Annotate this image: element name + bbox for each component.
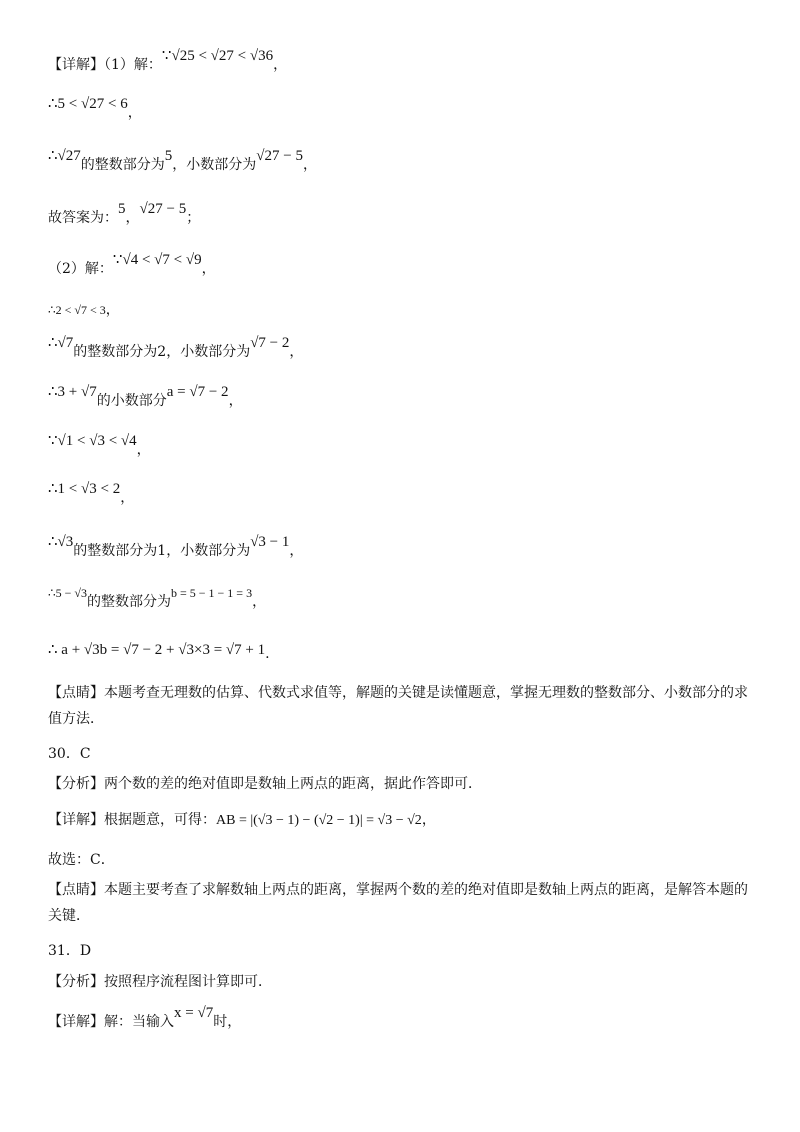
punctuation: ， bbox=[252, 594, 267, 610]
math-expression: x = √7 bbox=[174, 1005, 214, 1021]
punctuation: ； bbox=[186, 210, 201, 226]
math-expression: b = 5 − 1 − 1 = 3 bbox=[171, 586, 253, 600]
q30-analysis: 【分析】两个数的差的绝对值即是数轴上两点的距离，据此作答即可． bbox=[48, 776, 482, 792]
math-expression: ∵√25 < √27 < √36 bbox=[161, 48, 274, 64]
detail-label: 【详解】（1）解： bbox=[48, 57, 162, 73]
line-7 bbox=[48, 335, 304, 362]
punctuation: ， bbox=[120, 490, 135, 506]
line-4 bbox=[48, 201, 201, 228]
math-expression: 5 bbox=[164, 148, 173, 164]
text: 的整数部分为1，小数部分为 bbox=[73, 543, 251, 559]
q31-detail bbox=[48, 1005, 242, 1032]
text: 的整数部分为2，小数部分为 bbox=[73, 344, 251, 360]
line-11 bbox=[48, 534, 304, 561]
line-6 bbox=[48, 300, 120, 320]
punctuation: ， bbox=[201, 261, 216, 277]
math-expression: ∴√7 bbox=[48, 335, 74, 351]
punctuation: ， bbox=[105, 302, 120, 318]
punctuation: ， bbox=[289, 543, 304, 559]
detail-label: 【详解】解：当输入 bbox=[48, 1014, 174, 1030]
math-expression: ∴5 < √27 < 6 bbox=[48, 96, 128, 112]
math-expression: √3 − 1 bbox=[250, 534, 290, 550]
comment-text: 【点睛】本题考查无理数的估算、代数式求值等，解题的关键是读懂题意，掌握无理数的整数部分、小数部分的求值方法． bbox=[48, 685, 748, 727]
detail-label: （2）解： bbox=[48, 261, 113, 277]
punctuation: ， bbox=[289, 344, 304, 360]
math-expression: ∴√3 bbox=[48, 534, 74, 550]
q30-comment: 【点睛】本题主要考查了求解数轴上两点的距离，掌握两个数的差的绝对值即是数轴上两点的距离，是解答本题的关键． bbox=[48, 882, 748, 924]
math-expression: ∴3 + √7 bbox=[48, 384, 97, 400]
punctuation: ， bbox=[136, 442, 151, 458]
punctuation: ， bbox=[421, 812, 436, 828]
detail-label: 【详解】根据题意，可得： bbox=[48, 812, 216, 828]
line-12 bbox=[48, 586, 267, 612]
text: 的小数部分 bbox=[96, 393, 167, 409]
line-3 bbox=[48, 148, 317, 175]
math-expression: AB = |(√3 − 1) − (√2 − 1)| = √3 − √2 bbox=[216, 813, 422, 828]
math-expression: 5 bbox=[118, 201, 126, 217]
math-expression: √7 − 2 bbox=[250, 335, 290, 351]
math-expression: ∵√1 < √3 < √4 bbox=[48, 433, 137, 449]
punctuation: ， bbox=[302, 157, 317, 173]
punctuation: ， bbox=[228, 393, 243, 409]
punctuation: ， bbox=[273, 57, 288, 73]
punctuation: 时， bbox=[213, 1014, 242, 1030]
comment-paragraph bbox=[48, 680, 752, 732]
math-expression: √27 − 5 bbox=[256, 148, 303, 164]
q31-analysis: 【分析】按照程序流程图计算即可． bbox=[48, 974, 272, 990]
line-10 bbox=[48, 481, 135, 508]
punctuation: . bbox=[265, 646, 270, 662]
line-8 bbox=[48, 384, 243, 411]
math-expression: a = √7 − 2 bbox=[166, 384, 229, 400]
q31-number: 31．D bbox=[48, 943, 92, 959]
punctuation: ， bbox=[125, 210, 140, 226]
text: 的整数部分为 bbox=[80, 157, 165, 173]
math-expression: ∴5 − √3 bbox=[48, 586, 87, 600]
line-2 bbox=[48, 96, 142, 123]
text: 故答案为： bbox=[48, 210, 118, 226]
math-expression: √27 − 5 bbox=[139, 201, 187, 217]
q30-choice: 故选：C． bbox=[48, 852, 115, 868]
q30-number: 30．C bbox=[48, 746, 91, 762]
line-5 bbox=[48, 252, 216, 279]
punctuation: ， bbox=[127, 105, 142, 121]
line-1 bbox=[48, 48, 288, 75]
math-expression: ∴√27 bbox=[48, 148, 81, 164]
math-expression: ∴2 < √7 < 3 bbox=[48, 303, 106, 317]
line-9 bbox=[48, 433, 151, 460]
math-expression: ∴1 < √3 < 2 bbox=[48, 481, 121, 497]
text: 的整数部分为 bbox=[87, 594, 171, 610]
line-13 bbox=[48, 640, 270, 660]
math-expression: ∴ a + √3b = √7 − 2 + √3×3 = √7 + 1 bbox=[48, 642, 266, 658]
math-expression: ∵√4 < √7 < √9 bbox=[112, 252, 202, 268]
text: ，小数部分为 bbox=[172, 157, 257, 173]
q30-detail bbox=[48, 810, 436, 831]
